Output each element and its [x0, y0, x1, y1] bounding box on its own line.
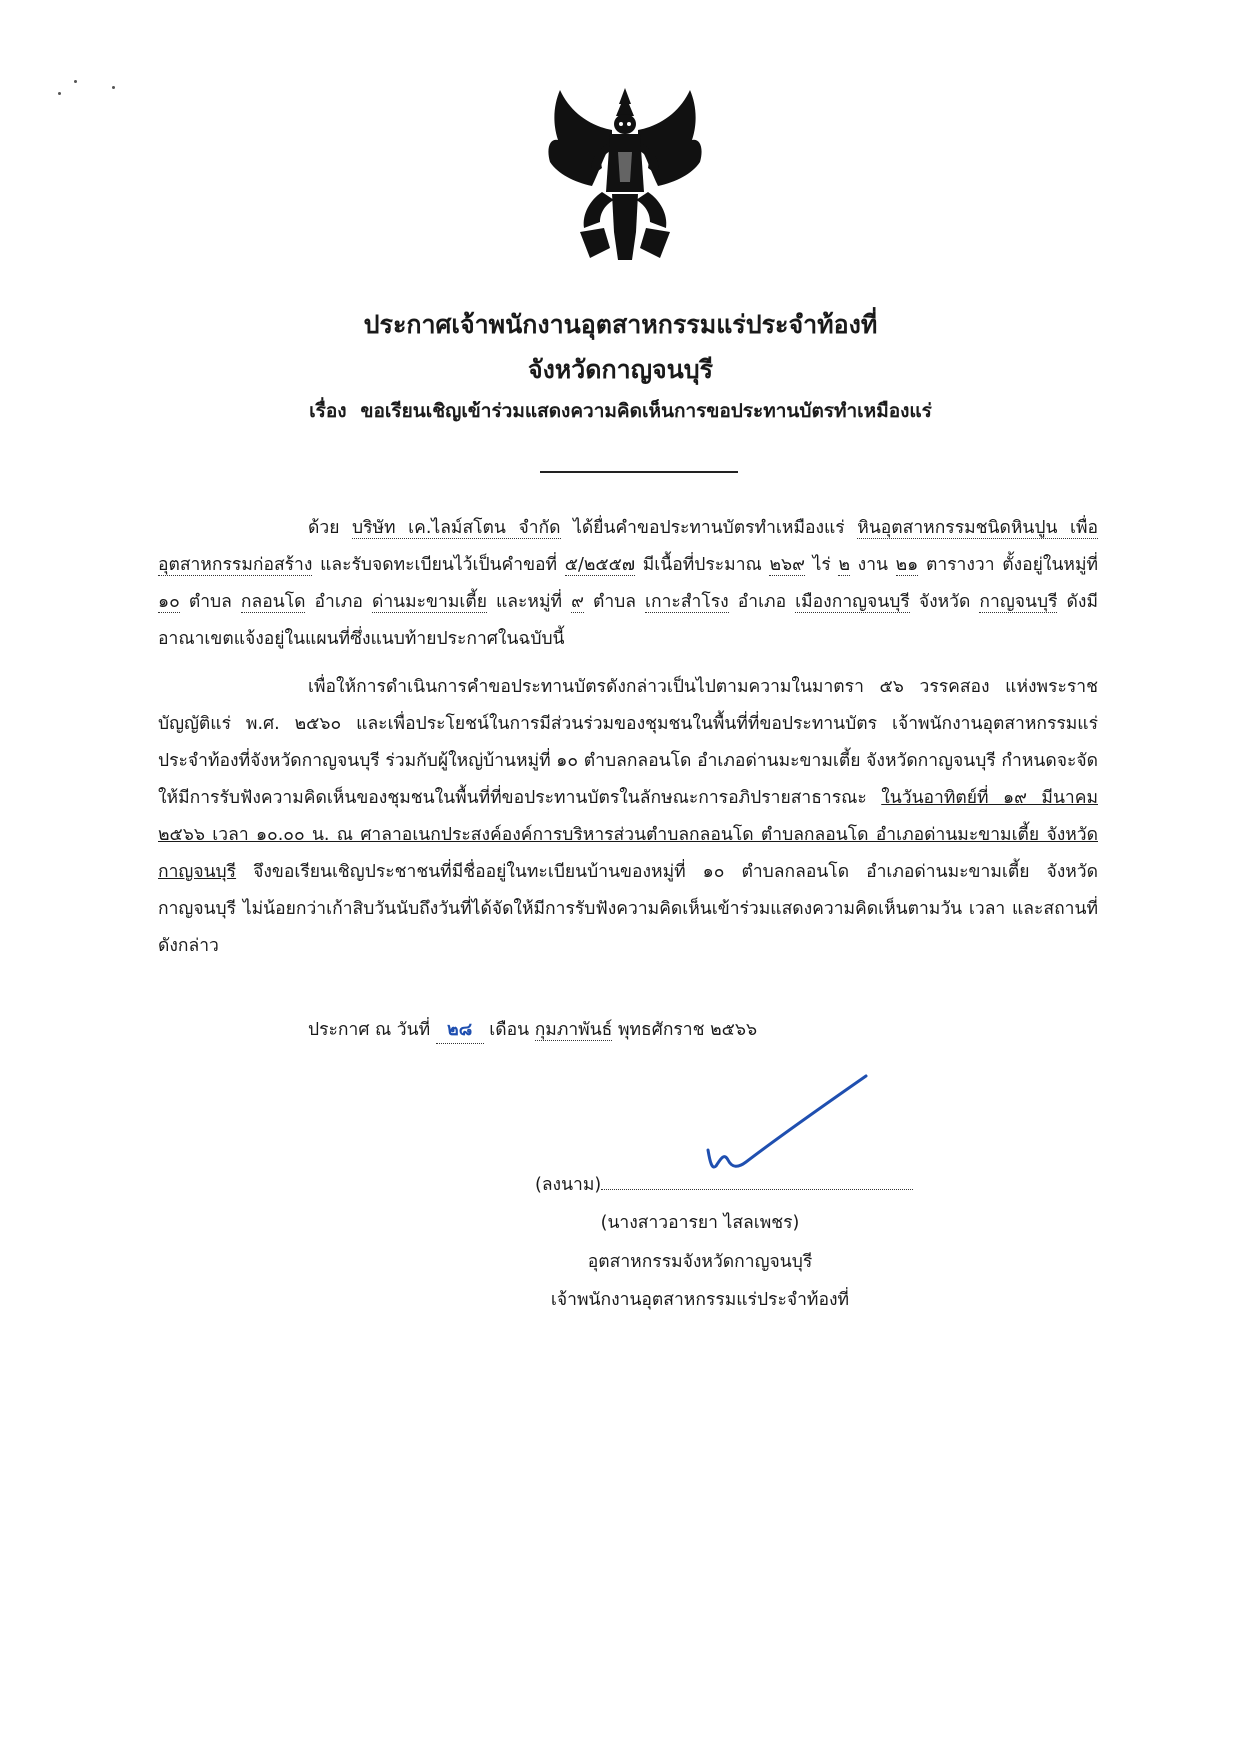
- moo-1: ๑๐: [158, 592, 180, 612]
- company-name: บริษัท เค.ไลม์สโตน จำกัด: [352, 518, 561, 538]
- announcement-month: กุมภาพันธ์: [534, 1020, 613, 1040]
- amphoe-1: ด่านมะขามเตี้ย: [371, 592, 487, 612]
- mineral-type: หินอุตสาหกรรมชนิดหินปูน เพื่ออุตสาหกรรมก่อสร้าง: [158, 518, 1098, 575]
- area-ngan: ๒: [838, 555, 850, 575]
- signer-position-2: เจ้าพนักงานอุตสาหกรรมแร่ประจำท้องที่: [550, 1290, 850, 1310]
- area-rai: ๒๖๙: [769, 555, 805, 575]
- scan-speck: [112, 86, 115, 89]
- announcement-date: ประกาศ ณ วันที่ ๒๘ เดือน กุมภาพันธ์ พุทธศักราช ๒๕๖๖: [308, 1015, 757, 1044]
- handwritten-signature: [690, 1070, 880, 1180]
- hearing-date-venue: ในวันอาทิตย์ที่ ๑๙ มีนาคม ๒๕๖๖ เวลา ๑๐.๐๐ น. ณ ศาลาอเนกประสงค์องค์การบริหารส่วนตำบลกลอนโด ตำบลกลอนโด อำเภอด่านมะขามเตี้ย จังหวัดกาญจนบุรี: [158, 788, 1098, 882]
- signature-dotted-line: [601, 1175, 913, 1190]
- subject-text: ขอเรียนเชิญเข้าร่วมแสดงความคิดเห็นการขอประทานบัตรทำเหมืองแร่: [360, 400, 932, 422]
- announcement-title: ประกาศเจ้าพนักงานอุตสาหกรรมแร่ประจำท้องที่: [363, 310, 878, 339]
- announcement-day: ๒๘: [436, 1015, 484, 1044]
- province: กาญจนบุรี: [979, 592, 1058, 612]
- signature-line: (ลงนาม): [535, 1170, 913, 1198]
- scan-speck: [74, 80, 77, 83]
- moo-2: ๙: [571, 592, 584, 612]
- subject-line: [0, 396, 1241, 426]
- announcement-year: ๒๕๖๖: [710, 1020, 758, 1040]
- signer-position-1: อุตสาหกรรมจังหวัดกาญจนบุรี: [587, 1252, 813, 1272]
- title-divider: [540, 471, 738, 473]
- amphoe-2: เมืองกาญจนบุรี: [795, 592, 910, 612]
- area-wa: ๒๑: [895, 555, 919, 575]
- subject-label: เรื่อง: [309, 400, 347, 422]
- scan-speck: [58, 92, 61, 95]
- request-number: ๕/๒๕๕๗: [564, 555, 636, 575]
- province-title: จังหวัดกาญจนบุรี: [527, 355, 714, 384]
- signer-name: (นางสาวอารยา ไสลเพชร): [600, 1213, 800, 1233]
- tambon-2: เกาะสำโรง: [645, 592, 729, 612]
- garuda-emblem-icon: [540, 82, 710, 264]
- paragraph-hearing: เพื่อให้การดำเนินการคำขอประทานบัตรดังกล่าวเป็นไปตามความในมาตรา ๕๖ วรรคสอง แห่งพระราชบัญญัติแร่ พ.ศ. ๒๕๖๐ และเพื่อประโยชน์ในการมีส่วนร่วมของชุมชนในพื้นที่ที่ขอประทานบัตร เจ้าพนักงานอุตสาหกรรมแร่ประจำท้องที่จังหวัดกาญจนบุรี ร่วมกับผู้ใหญ่บ้านหมู่ที่ ๑๐ ตำบลกลอนโด อำเภอด่านมะขามเตี้ย จังหวัดกาญจนบุรี กำหนดจะจัดให้มีการรับฟังความคิดเห็นของชุมชนในพื้นที่ที่ขอประทานบัตรในลักษณะการอภิปรายสาธารณะ ในวันอาทิตย์ที่ ๑๙ มีนาคม ๒๕๖๖ เวลา ๑๐.๐๐ น. ณ ศาลาอเนกประสงค์องค์การบริหารส่วนตำบลกลอนโด ตำบลกลอนโด อำเภอด่านมะขามเตี้ย จังหวัดกาญจนบุรี จึงขอเรียนเชิญประชาชนที่มีชื่ออยู่ในทะเบียนบ้านของหมู่ที่ ๑๐ ตำบลกลอนโด อำเภอด่านมะขามเตี้ย จังหวัดกาญจนบุรี ไม่น้อยกว่าเก้าสิบวันนับถึงวันที่ได้จัดให้มีการรับฟังความคิดเห็นเข้าร่วมแสดงความคิดเห็นตามวัน เวลา และสถานที่ดังกล่าว: [158, 677, 1098, 956]
- tambon-1: กลอนโด: [240, 592, 306, 612]
- paragraph-application: ด้วย บริษัท เค.ไลม์สโตน จำกัด ได้ยื่นคำขอประทานบัตรทำเหมืองแร่ หินอุตสาหกรรมชนิดหินปูน เพื่ออุตสาหกรรมก่อสร้าง และรับจดทะเบียนไว้เป็นคำขอที่ ๕/๒๕๕๗ มีเนื้อที่ประมาณ ๒๖๙ ไร่ ๒ งาน ๒๑ ตารางวา ตั้งอยู่ในหมู่ที่ ๑๐ ตำบล กลอนโด อำเภอ ด่านมะขามเตี้ย และหมู่ที่ ๙ ตำบล เกาะสำโรง อำเภอ เมืองกาญจนบุรี จังหวัด กาญจนบุรี ดังมีอาณาเขตแจ้งอยู่ในแผนที่ซึ่งแนบท้ายประกาศในฉบับนี้: [158, 518, 1099, 649]
